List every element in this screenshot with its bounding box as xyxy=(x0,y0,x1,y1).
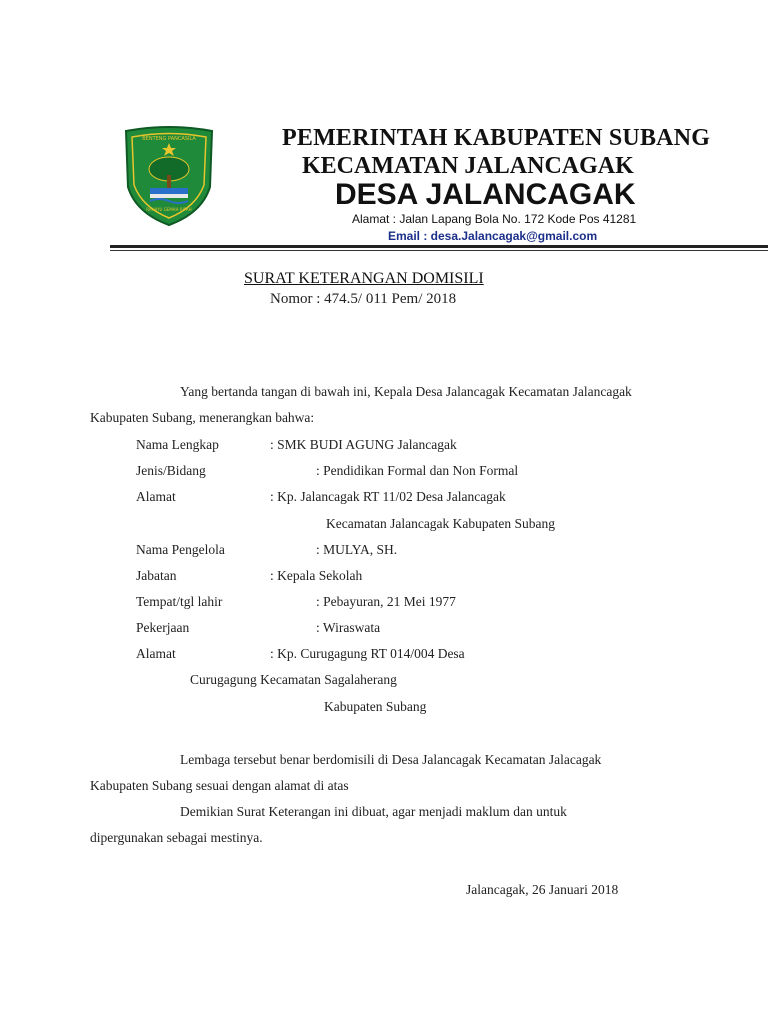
field-label-nama-lengkap: Nama Lengkap xyxy=(136,437,219,452)
letterhead-divider-thin xyxy=(110,250,768,251)
field-value-alamat-pengelola-cont1: Curugagung Kecamatan Sagalaherang xyxy=(190,672,397,687)
field-value-pekerjaan: : Wiraswata xyxy=(316,620,381,635)
letterhead-district: KECAMATAN JALANCAGAK xyxy=(302,153,634,179)
field-label-jenis-bidang: Jenis/Bidang xyxy=(136,463,206,478)
logo-motto-top: BENTENG PANCASILA xyxy=(142,136,196,142)
paragraph-3-line-2: dipergunakan sebagai mestinya. xyxy=(90,830,263,845)
field-value-alamat: : Kp. Jalancagak RT 11/02 Desa Jalancagak xyxy=(270,489,506,504)
paragraph-2-line-1: Lembaga tersebut benar berdomisili di Desa Jalancagak Kecamatan Jalacagak xyxy=(180,752,602,767)
village-logo-icon xyxy=(122,125,216,228)
document-title: SURAT KETERANGAN DOMISILI xyxy=(244,270,484,287)
field-value-nama-lengkap: : SMK BUDI AGUNG Jalancagak xyxy=(270,437,457,452)
field-label-jabatan: Jabatan xyxy=(136,568,177,583)
field-value-jenis-bidang: : Pendidikan Formal dan Non Formal xyxy=(316,463,519,478)
letterhead-address: Alamat : Jalan Lapang Bola No. 172 Kode Pos 41281 xyxy=(352,212,637,226)
field-value-jabatan: : Kepala Sekolah xyxy=(270,568,363,583)
logo-motto-bottom: RAHAYU GEMAH RIPAH xyxy=(146,207,192,212)
field-value-nama-pengelola: : MULYA, SH. xyxy=(316,542,398,557)
place-date: Jalancagak, 26 Januari 2018 xyxy=(466,882,619,897)
field-value-tempat-tgl-lahir: : Pebayuran, 21 Mei 1977 xyxy=(316,594,456,609)
letterhead-email: Email : desa.Jalancagak@gmail.com xyxy=(388,229,598,243)
field-value-alamat-pengelola-cont2: Kabupaten Subang xyxy=(324,699,427,714)
field-value-alamat-pengelola: : Kp. Curugagung RT 014/004 Desa xyxy=(270,646,465,661)
field-label-tempat-tgl-lahir: Tempat/tgl lahir xyxy=(136,594,223,609)
field-label-alamat-pengelola: Alamat xyxy=(136,646,176,661)
paragraph-2-line-2: Kabupaten Subang sesuai dengan alamat di atas xyxy=(90,778,349,793)
field-value-alamat-cont: Kecamatan Jalancagak Kabupaten Subang xyxy=(326,516,556,531)
field-label-alamat: Alamat xyxy=(136,489,176,504)
intro-line-2: Kabupaten Subang, menerangkan bahwa: xyxy=(90,410,315,425)
intro-line-1: Yang bertanda tangan di bawah ini, Kepala Desa Jalancagak Kecamatan Jalancagak xyxy=(180,384,632,399)
letterhead-divider-thick xyxy=(110,245,768,248)
document-number: Nomor : 474.5/ 011 Pem/ 2018 xyxy=(270,291,457,307)
letterhead-village: DESA JALANCAGAK xyxy=(335,178,636,211)
letterhead-government: PEMERINTAH KABUPATEN SUBANG xyxy=(282,125,711,151)
field-label-nama-pengelola: Nama Pengelola xyxy=(136,542,225,557)
field-label-pekerjaan: Pekerjaan xyxy=(136,620,190,635)
paragraph-3-line-1: Demikian Surat Keterangan ini dibuat, agar menjadi maklum dan untuk xyxy=(180,804,567,819)
